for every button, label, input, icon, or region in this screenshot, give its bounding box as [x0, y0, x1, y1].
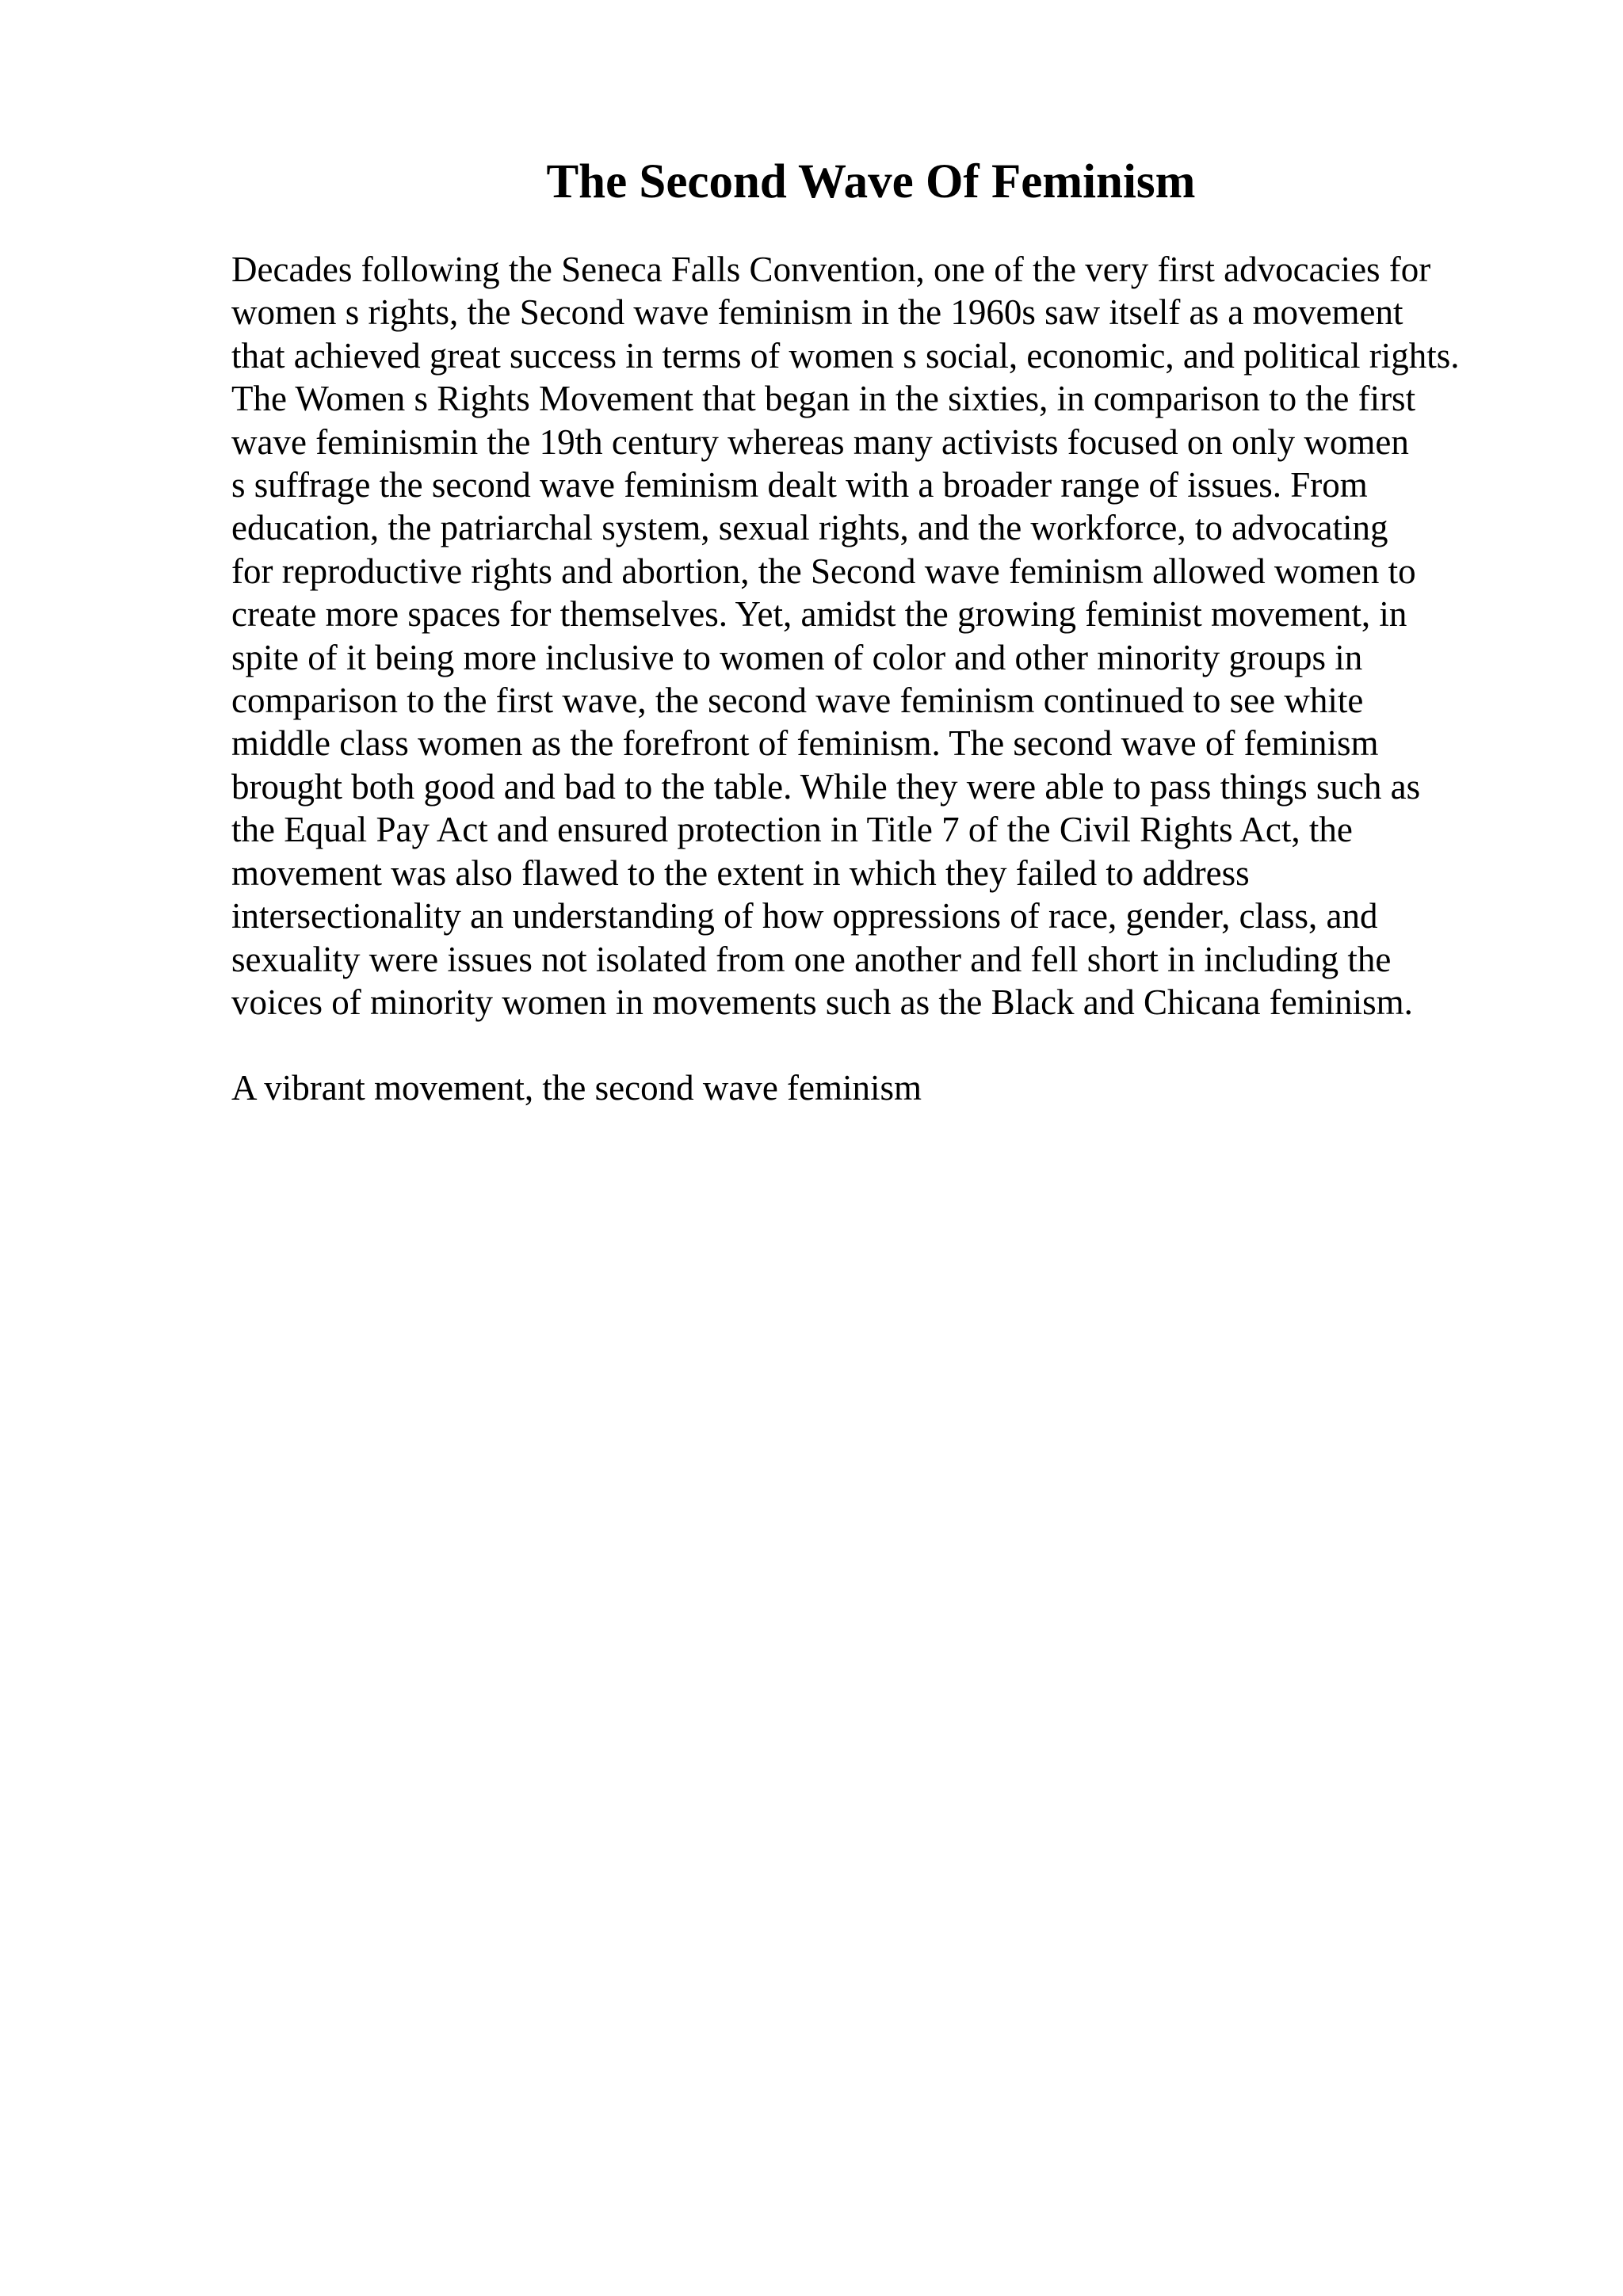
text-line: women s rights, the Second wave feminism in the 1960s saw itself as a movement	[231, 292, 1403, 333]
text-line: middle class women as the forefront of feminism. The second wave of feminism	[231, 723, 1379, 764]
text-line: create more spaces for themselves. Yet, amidst the growing feminist movement, in	[231, 594, 1407, 635]
text-line: intersectionality an understanding of how oppressions of race, gender, class, and	[231, 896, 1378, 936]
text-line: movement was also flawed to the extent in which they failed to address	[231, 852, 1250, 893]
text-line: voices of minority women in movements such as the Black and Chicana feminism.	[231, 982, 1413, 1022]
text-line: s suffrage the second wave feminism dealt with a broader range of issues. From	[231, 465, 1368, 505]
text-line: spite of it being more inclusive to women of color and other minority groups in	[231, 637, 1363, 677]
text-line: education, the patriarchal system, sexual rights, and the workforce, to advocating	[231, 508, 1388, 548]
text-line: Decades following the Seneca Falls Convention, one of the very first advocacies for	[231, 250, 1431, 289]
text-line: The Women s Rights Movement that began in the sixties, in comparison to the first	[231, 379, 1416, 419]
document-title: The Second Wave Of Feminism	[546, 155, 1196, 208]
text-line: comparison to the first wave, the second wave feminism continued to see white	[231, 681, 1364, 721]
paragraph-2	[231, 1066, 1579, 1109]
text-line: for reproductive rights and abortion, the Second wave feminism allowed women to	[231, 551, 1416, 591]
text-line: that achieved great success in terms of women s social, economic, and political rights.	[231, 335, 1460, 376]
document-body	[231, 248, 1579, 1110]
text-line: the Equal Pay Act and ensured protection in Title 7 of the Civil Rights Act, the	[231, 810, 1353, 850]
text-line: sexuality were issues not isolated from one another and fell short in including the	[231, 939, 1392, 979]
text-line: brought both good and bad to the table. While they were able to pass things such as	[231, 766, 1421, 807]
text-line: A vibrant movement, the second wave feminism	[231, 1068, 922, 1108]
paragraph-1	[231, 248, 1579, 1024]
paragraph-spacer	[231, 1024, 1579, 1066]
text-line: wave feminismin the 19th century whereas many activists focused on only women	[231, 421, 1409, 462]
